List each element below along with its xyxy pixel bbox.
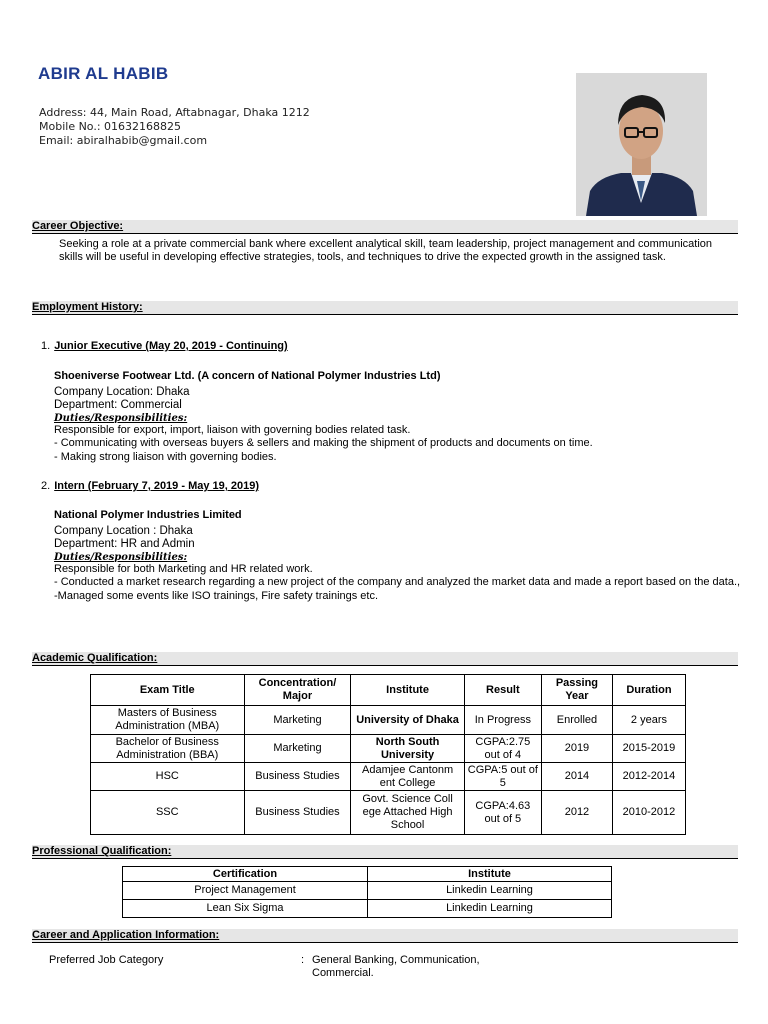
- table-cell: Govt. Science Coll ege Attached High School: [351, 791, 464, 835]
- table-header-row: [123, 867, 612, 882]
- table-cell: North South University: [351, 735, 464, 763]
- table-cell: HSC: [91, 763, 245, 791]
- preferred-job-category-label: Preferred Job Category: [49, 954, 164, 966]
- table-cell: Business Studies: [244, 763, 351, 791]
- email: Email: abiralhabib@gmail.com: [39, 134, 208, 147]
- table-cell: 2012: [541, 791, 612, 835]
- job-details-1: [54, 370, 593, 464]
- table-row: [123, 900, 612, 918]
- table-cell: Marketing: [244, 735, 351, 763]
- column-header: Concentration/ Major: [244, 675, 351, 706]
- table-cell: Lean Six Sigma: [123, 900, 368, 918]
- column-header: Certification: [123, 867, 368, 882]
- table-cell: Adamjee Cantonm ent College: [351, 763, 464, 791]
- column-header: Exam Title: [91, 675, 245, 706]
- duty-item: Responsible for both Marketing and HR related work.: [54, 562, 313, 575]
- duty-item: -Managed some events like ISO trainings, Fire safety trainings etc.: [54, 589, 379, 602]
- company-location: Company Location: Dhaka: [54, 385, 190, 398]
- table-cell: 2012-2014: [612, 763, 685, 791]
- table-cell: CGPA:5 out of 5: [464, 763, 541, 791]
- table-header-row: [91, 675, 686, 706]
- company-name: National Polymer Industries Limited: [54, 509, 242, 521]
- table-cell: 2010-2012: [612, 791, 685, 835]
- table-cell: Business Studies: [244, 791, 351, 835]
- table-cell: Marketing: [244, 706, 351, 735]
- duties-label: Duties/Responsibilities:: [54, 551, 188, 563]
- candidate-name: ABIR AL HABIB: [38, 64, 169, 83]
- table-row: [91, 763, 686, 791]
- preferred-job-category-value: General Banking, Communication, Commercial.: [312, 954, 480, 979]
- career-objective-heading: Career Objective:: [32, 220, 738, 234]
- table-cell: Masters of Business Administration (MBA): [91, 706, 245, 735]
- job-title-2: 2. Intern (February 7, 2019 - May 19, 2019): [41, 480, 260, 492]
- table-cell: Bachelor of Business Administration (BBA): [91, 735, 245, 763]
- academic-heading: Academic Qualification:: [32, 652, 738, 666]
- column-header: Passing Year: [541, 675, 612, 706]
- employment-history-heading: Employment History:: [32, 301, 738, 315]
- company-location: Company Location : Dhaka: [54, 524, 193, 537]
- company-name: Shoeniverse Footwear Ltd. (A concern of National Polymer Industries Ltd): [54, 370, 441, 382]
- table-cell: Enrolled: [541, 706, 612, 735]
- duty-item: - Making strong liaison with governing bodies.: [54, 450, 277, 463]
- column-header: Duration: [612, 675, 685, 706]
- table-cell: CGPA:2.75 out of 4: [464, 735, 541, 763]
- table-row: [91, 706, 686, 735]
- separator-colon: :: [301, 954, 305, 966]
- table-cell: 2015-2019: [612, 735, 685, 763]
- address: Address: 44, Main Road, Aftabnagar, Dhaka 1212: [39, 106, 310, 119]
- professional-table: [122, 866, 612, 918]
- contact-block: [39, 106, 310, 148]
- table-row: [123, 882, 612, 900]
- career-info-heading: Career and Application Information:: [32, 929, 738, 943]
- job-title-1: 1. Junior Executive (May 20, 2019 - Continuing): [41, 340, 288, 352]
- table-cell: Linkedin Learning: [368, 900, 612, 918]
- table-cell: University of Dhaka: [351, 706, 464, 735]
- department: Department: Commercial: [54, 399, 182, 411]
- duty-item: - Communicating with overseas buyers & sellers and making the shipment of products and documents on time.: [54, 437, 593, 449]
- duty-item: - Conducted a market research regarding a new project of the company and analyzed the market data and made a report based on the data.,: [54, 576, 741, 588]
- column-header: Institute: [351, 675, 464, 706]
- academic-table: [90, 674, 686, 835]
- table-cell: Linkedin Learning: [368, 882, 612, 900]
- table-row: [91, 735, 686, 763]
- career-objective-text: Seeking a role at a private commercial bank where excellent analytical skill, team leadership, project management and communication skills will be useful in developing effective strategies, tools, and techniques to drive the expected growth in the assigned task.: [59, 238, 712, 263]
- table-row: [91, 791, 686, 835]
- table-cell: 2 years: [612, 706, 685, 735]
- profile-photo: [576, 73, 707, 216]
- professional-heading: Professional Qualification:: [32, 845, 738, 859]
- mobile: Mobile No.: 01632168825: [39, 120, 182, 133]
- column-header: Institute: [368, 867, 612, 882]
- table-cell: 2019: [541, 735, 612, 763]
- column-header: Result: [464, 675, 541, 706]
- department: Department: HR and Admin: [54, 538, 195, 550]
- table-cell: 2014: [541, 763, 612, 791]
- table-cell: SSC: [91, 791, 245, 835]
- table-cell: CGPA:4.63 out of 5: [464, 791, 541, 835]
- table-cell: In Progress: [464, 706, 541, 735]
- table-cell: Project Management: [123, 882, 368, 900]
- duty-item: Responsible for export, import, liaison with governing bodies related task.: [54, 423, 411, 436]
- job-details-2: [54, 509, 740, 603]
- duties-label: Duties/Responsibilities:: [54, 412, 188, 424]
